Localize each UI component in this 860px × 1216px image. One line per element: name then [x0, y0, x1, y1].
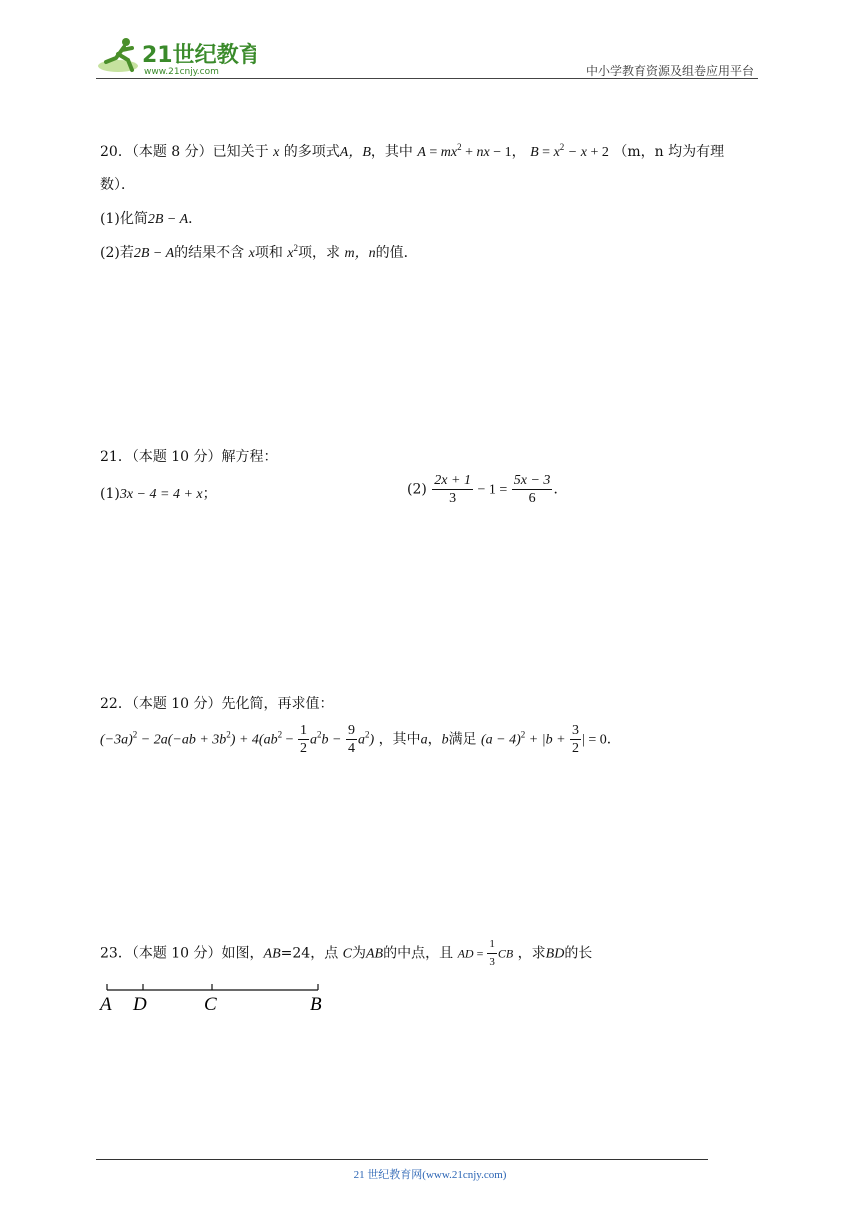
footer-divider — [96, 1159, 708, 1160]
q20-part1: (1)化简2B − A． — [100, 211, 203, 227]
segment-figure — [96, 978, 332, 1018]
logo-runner-icon — [96, 36, 256, 78]
q20-part2: (2)若2B − A的结果不含 x项和 $x^2$项，求 m，n的值． — [100, 243, 418, 261]
point-label-d: D — [133, 994, 147, 1015]
q21-part1: (1)3x − 4 = 4 + x； — [100, 486, 217, 502]
q21-title: 21．（本题 10 分）解方程： — [100, 449, 278, 465]
q20-line2: 数）． — [100, 177, 135, 193]
logo-url: www.21cnjy.com — [144, 67, 219, 77]
logo — [96, 36, 256, 78]
point-label-c: C — [204, 994, 217, 1015]
header-divider — [96, 78, 758, 79]
footer-link[interactable]: 21 世纪教育网(www.21cnjy.com) — [353, 1169, 507, 1181]
point-label-a: A — [100, 994, 112, 1015]
point-label-b: B — [310, 994, 322, 1015]
q21-part2: (2) $\frac{2x + 1}{3}$ − 1 = $\frac{5x - 3}{6}$ ． — [407, 473, 568, 506]
logo-text: 21世纪教育 — [142, 43, 256, 68]
q23-title: 23．（本题 10 分）如图，AB=24，点 C为AB的中点，且 AD = $\frac{1}{3}$ CB ，求BD的长 — [100, 938, 593, 968]
q22-expression: $(-3a)^2 - 2a(-ab + 3b^2) + 4(ab^2$ − $\frac{1}{2}$ $a^2b$ − $\frac{9}{4}$ $a^2$) ，其中a，b满足 $(a - 4)^2 + |b$ + $\frac{3}{2}$ | = 0． — [100, 723, 621, 756]
header-platform-name: 中小学教育资源及组卷应用平台 — [585, 64, 754, 78]
q22-title: 22．（本题 10 分）先化简，再求值： — [100, 696, 334, 712]
q20-line1: 20．（本题 8 分）已知关于 x 的多项式A，B，其中 $A = mx^2$ + nx − 1， $B = x^2 - x + 2$ （m，n 均为有理 — [100, 142, 725, 160]
